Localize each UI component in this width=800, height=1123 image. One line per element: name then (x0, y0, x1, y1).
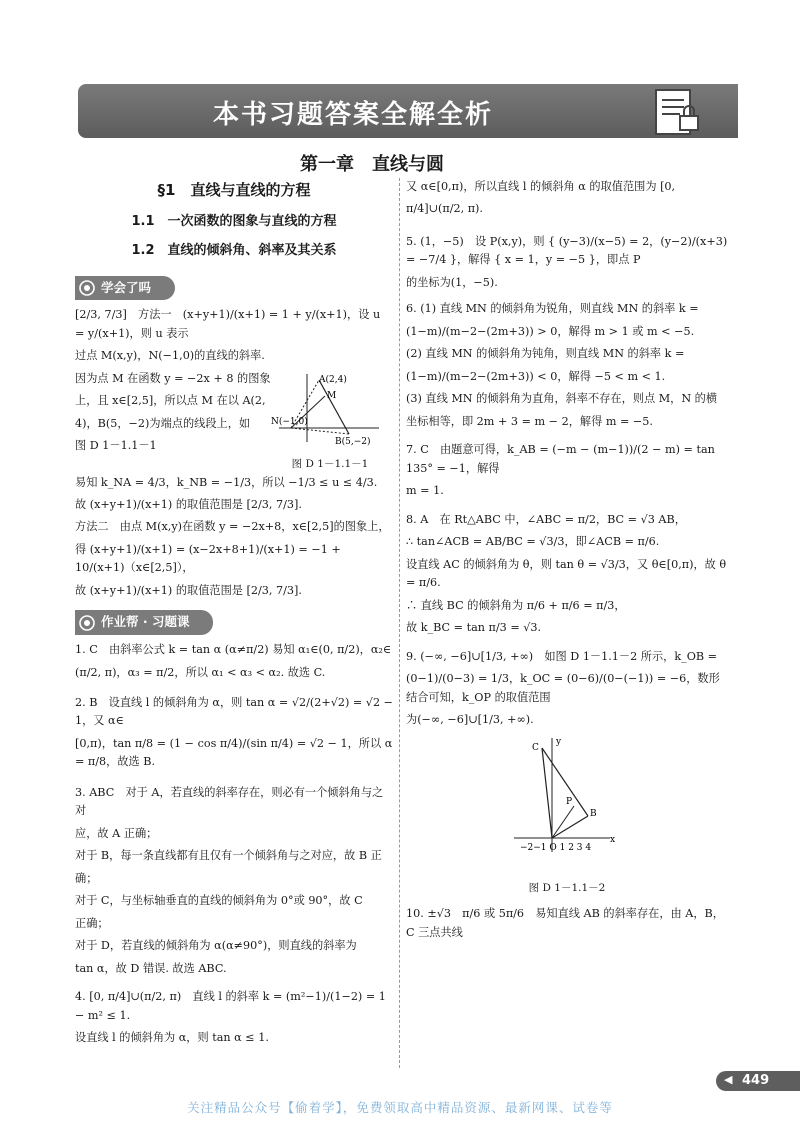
svg-text:A(2,4): A(2,4) (319, 374, 347, 385)
svg-text:P: P (566, 796, 573, 807)
answer-line: 设直线 AC 的倾斜角为 θ，则 tan θ = √3/3，又 θ∈[0,π)，故 θ = π/6. (406, 557, 727, 590)
answer-line: 为(−∞, −6]∪[1/3, +∞). (406, 713, 534, 727)
chapter-title: 第一章 直线与圆 (300, 154, 444, 175)
svg-text:B(5,−2): B(5,−2) (335, 436, 371, 447)
svg-text:B: B (590, 808, 597, 819)
answer-line: 的坐标为(1，−5). (406, 275, 498, 289)
subsection-1: 1.1 一次函数的图象与直线的方程 (131, 213, 337, 229)
solution-line: 图 D 1－1.1－1 (75, 439, 157, 453)
svg-text:x: x (610, 834, 616, 845)
answer-line: 8. A 在 Rt△ABC 中，∠ABC = π/2，BC = √3 AB， (406, 512, 686, 526)
solution-line: 方法二 由点 M(x,y)在函数 y = −2x+8，x∈[2,5]的图象上， (75, 520, 390, 534)
answer-line: 7. C 由题意可得，k_AB = (−m − (m−1))/(2 − m) = tan 135° = −1，解得 (406, 443, 715, 475)
figure-caption: 图 D 1－1.1－1 (291, 458, 369, 471)
section-tag-homework (75, 610, 213, 635)
answer-line: tan α，故 D 错误. 故选 ABC. (75, 961, 227, 975)
answer-line: (2) 直线 MN 的倾斜角为钝角，则直线 MN 的斜率 k = (406, 347, 685, 361)
page-number: 449 (742, 1073, 770, 1088)
figure-d1-1-1 (271, 370, 389, 474)
answer-line: (3) 直线 MN 的倾斜角为直角，斜率不存在，则点 M，N 的横 (406, 392, 718, 406)
svg-text:M: M (327, 390, 337, 401)
banner-title: 本书习题答案全解全析 (212, 100, 493, 130)
svg-text:N(−1,0): N(−1,0) (271, 416, 308, 427)
answer-line: 又 α∈[0,π)，所以直线 l 的倾斜角 α 的取值范围为 [0, (406, 180, 676, 193)
arrow-icon: ◀ (724, 1073, 733, 1086)
coordinate-graph (271, 370, 389, 450)
section-tag-learn (75, 276, 175, 301)
solution-line: 4)，B(5，−2)为端点的线段上，如 (75, 416, 251, 430)
left-column (75, 178, 393, 1052)
solution-line: 因为点 M 在函数 y = −2x + 8 的图象 (75, 371, 271, 385)
answer-line: ∴ 直线 BC 的倾斜角为 π/6 + π/6 = π/3， (406, 598, 626, 612)
answer-line: 5. (1，−5) 设 P(x,y)，则 { (y−3)/(x−5) = 2，(y−2)/(x+3) = −7/4 }，解得 { x = 1，y = −5 }，即点 P (406, 234, 728, 267)
answer-line: 应，故 A 正确； (75, 826, 158, 840)
answer-line: 4. [0, π/4]∪(π/2, π) 直线 l 的斜率 k = (m²−1)/(1−2) = 1 − m² ≤ 1. (75, 990, 386, 1022)
column-divider (399, 178, 400, 1068)
page-number-tab (716, 1071, 800, 1091)
answer-line: ∴ tan∠ACB = AB/BC = √3/3，即∠ACB = π/6. (406, 535, 660, 549)
answer-line: 确； (75, 871, 98, 885)
answer-line: (π/2, π)，α₃ = π/2，所以 α₁ < α₃ < α₂. 故选 C. (75, 665, 326, 679)
answer-line: 对于 D，若直线的倾斜角为 α(α≠90°)，则直线的斜率为 (75, 939, 357, 953)
answer-line: [0,π)，tan π/8 = (1 − cos π/4)/(sin π/4) = √2 − 1，所以 α = π/8，故选 B. (75, 736, 393, 769)
figure-d1-1-2 (406, 734, 728, 898)
answer-line: 对于 B，每一条直线都有且仅有一个倾斜角与之对应，故 B 正 (75, 849, 382, 863)
answer-line: 故 k_BC = tan π/3 = √3. (406, 621, 542, 635)
answer-line: 对于 C，与坐标轴垂直的直线的倾斜角为 0°或 90°，故 C (75, 894, 363, 908)
solution-line: 上，且 x∈[2,5]，所以点 M 在以 A(2, (75, 394, 266, 408)
answer-line: 设直线 l 的倾斜角为 α，则 tan α ≤ 1. (75, 1031, 269, 1045)
svg-text:C: C (532, 742, 539, 753)
solution-line: 易知 k_NA = 4/3，k_NB = −1/3，所以 −1/3 ≤ u ≤ 4/3. (75, 475, 378, 489)
subsection-2: 1.2 直线的倾斜角、斜率及其关系 (131, 243, 337, 259)
answer-line: 9. (−∞, −6]∪[1/3, +∞) 如图 D 1－1.1－2 所示，k_OB = (406, 649, 718, 663)
target-icon (79, 615, 95, 631)
answer-line: 6. (1) 直线 MN 的倾斜角为锐角，则直线 MN 的斜率 k = (406, 302, 699, 316)
svg-text:−2−1 O 1 2 3 4: −2−1 O 1 2 3 4 (520, 842, 592, 853)
figure-caption: 图 D 1－1.1－2 (528, 882, 606, 895)
document-lock-icon (650, 82, 708, 138)
answer-line: (1−m)/(m−2−(2m+3)) < 0，解得 −5 < m < 1. (406, 369, 666, 383)
solution-line: 故 (x+y+1)/(x+1) 的取值范围是 [2/3, 7/3]. (75, 583, 302, 597)
right-column (406, 178, 728, 946)
answer-line: 正确； (75, 916, 109, 930)
target-icon (79, 280, 95, 296)
tag-label: 学会了吗 (101, 279, 152, 295)
answer-line: m = 1. (406, 484, 444, 498)
section-title: §1 直线与直线的方程 (157, 181, 311, 199)
solution-line: 故 (x+y+1)/(x+1) 的取值范围是 [2/3, 7/3]. (75, 497, 302, 511)
tag-label: 作业帮 · 习题课 (101, 614, 190, 630)
answer-line: (0−1)/(0−3) = 1/3，k_OC = (0−6)/(0−(−1)) = −6，数形结合可知，k_OP 的取值范围 (406, 672, 720, 704)
answer-line: 坐标相等，即 2m + 3 = m − 2，解得 m = −5. (406, 414, 653, 428)
solution-line: 过点 M(x,y)，N(−1,0)的直线的斜率. (75, 349, 265, 363)
svg-text:y: y (556, 736, 562, 747)
promo-footer: 关注精品公众号【偷着学】，免费领取高中精品资源、最新网课、试卷等 (187, 1100, 613, 1115)
answer-line: (1−m)/(m−2−(2m+3)) > 0，解得 m > 1 或 m < −5. (406, 324, 695, 338)
answer-line: 1. C 由斜率公式 k = tan α (α≠π/2) 易知 α₁∈(0, π/2)，α₂∈ (75, 643, 392, 657)
solution-line: 得 (x+y+1)/(x+1) = (x−2x+8+1)/(x+1) = −1 + 10/(x+1)（x∈[2,5]）， (75, 542, 341, 575)
answer-line: 10. ±√3 π/6 或 5π/6 易知直线 AB 的斜率存在，由 A，B，C 三点共线 (406, 907, 724, 939)
title-banner (78, 84, 738, 138)
coordinate-graph (406, 734, 728, 874)
answer-line: π/4]∪(π/2, π). (406, 202, 483, 216)
answer-line: 2. B 设直线 l 的倾斜角为 α，则 tan α = √2/(2+√2) = √2 − 1，又 α∈ (75, 696, 393, 728)
answer-line: 3. ABC 对于 A，若直线的斜率存在，则必有一个倾斜角与之对 (75, 785, 384, 818)
solution-line: [2/3, 7/3] 方法一 (x+y+1)/(x+1) = 1 + y/(x+1)，设 u = y/(x+1)，则 u 表示 (75, 308, 381, 340)
